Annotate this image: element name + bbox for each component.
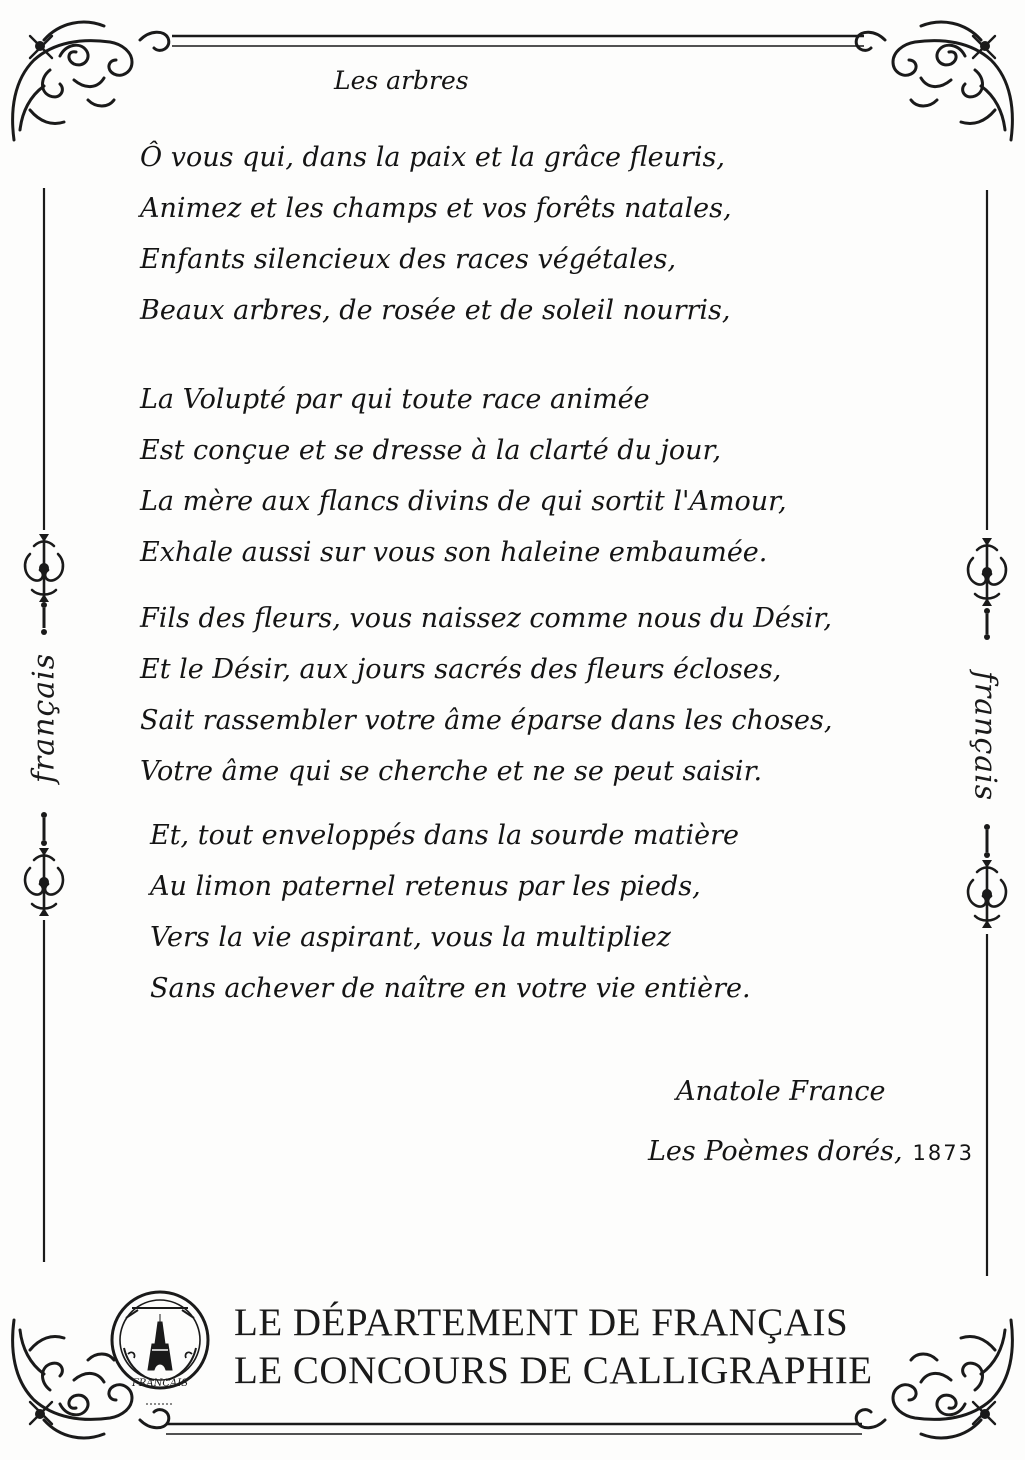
side-label-right: français bbox=[967, 670, 1003, 802]
poem-source bbox=[648, 1136, 974, 1167]
department-name: LE DÉPARTEMENT DE FRANÇAIS bbox=[234, 1301, 849, 1344]
stanza bbox=[140, 593, 860, 797]
stanza bbox=[140, 132, 860, 336]
poem-line: Fils des fleurs, vous naissez comme nous du Désir, bbox=[140, 603, 832, 634]
poem-line: La Volupté par qui toute race animée bbox=[140, 384, 650, 415]
corner-ornament-top-right bbox=[856, 22, 1012, 140]
side-label-left: français bbox=[26, 652, 62, 784]
left-finial-upper bbox=[25, 534, 63, 602]
contest-name: LE CONCOURS DE CALLIGRAPHIE bbox=[234, 1349, 873, 1392]
corner-ornament-top-left bbox=[13, 22, 169, 140]
poem-line: Au limon paternel retenus par les pieds, bbox=[150, 871, 701, 902]
poem-title: Les arbres bbox=[334, 66, 469, 95]
stanza bbox=[150, 810, 870, 1014]
poem-line: Beaux arbres, de rosée et de soleil nourris, bbox=[140, 295, 731, 326]
poem-line: Exhale aussi sur vous son haleine embaumée. bbox=[140, 537, 768, 568]
poem-line: Sait rassembler votre âme éparse dans les choses, bbox=[140, 705, 833, 736]
poem-author: Anatole France bbox=[676, 1076, 886, 1107]
source-title: Les Poèmes dorés, bbox=[648, 1136, 903, 1167]
left-finial-lower bbox=[25, 848, 63, 916]
poem-line: Sans achever de naître en votre vie entière. bbox=[150, 973, 751, 1004]
poem-line: Et, tout enveloppés dans la sourde matière bbox=[150, 820, 739, 851]
corner-ornament-bottom-right bbox=[856, 1320, 1012, 1438]
poem-line: Et le Désir, aux jours sacrés des fleurs écloses, bbox=[140, 654, 782, 685]
poem-line: Vers la vie aspirant, vous la multipliez bbox=[150, 922, 671, 953]
poem-line: La mère aux flancs divins de qui sortit l'Amour, bbox=[140, 486, 787, 517]
right-finial-upper bbox=[968, 538, 1006, 606]
department-seal bbox=[108, 1288, 212, 1412]
poem-line: Ô vous qui, dans la paix et la grâce fleuris, bbox=[140, 142, 725, 173]
poem-line: Votre âme qui se cherche et ne se peut saisir. bbox=[140, 756, 763, 787]
poem-line: Enfants silencieux des races végétales, bbox=[140, 244, 677, 275]
poem-line: Animez et les champs et vos forêts natales, bbox=[140, 193, 732, 224]
stanza bbox=[140, 374, 860, 578]
right-finial-lower bbox=[968, 860, 1006, 928]
source-year: 1873 bbox=[912, 1141, 974, 1165]
poem-line: Est conçue et se dresse à la clarté du jour, bbox=[140, 435, 722, 466]
seal-text: FRANÇAIS bbox=[131, 1378, 189, 1389]
